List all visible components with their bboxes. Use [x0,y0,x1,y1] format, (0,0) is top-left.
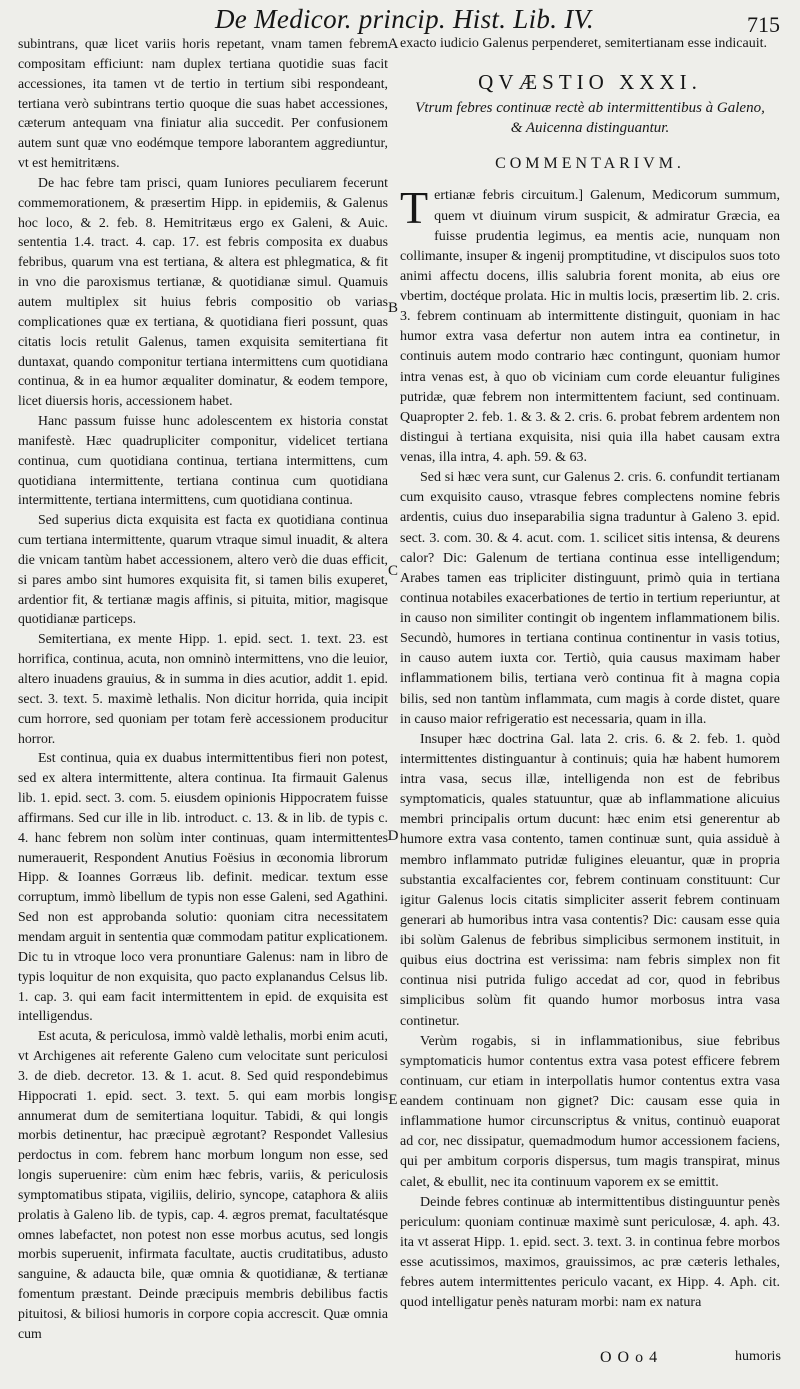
drop-cap: T [400,182,429,234]
margin-letter-b: B [387,300,398,316]
paragraph [400,182,780,468]
left-column [18,34,388,1344]
signature-mark: O O o 4 [600,1349,659,1366]
paragraph: Sed si hæc vera sunt, cur Galenus 2. cris. 6. confundit tertianam cum exquisito causo, vtrasque febres complectens nomine febris ardentis, cuius duo inseparabilia signa traduntur à Galeno 3. epid. sect. 3. com. 30. & 4. acut. com. 1. scilicet sitis intensa, & deurens calor? Dic: Galenum de tertiana continua esse intelligendum; Arabes tamen eas tripliciter distinguunt, primò quia in tertiana continua notabiles exacerbationes de tertio in tertium reperiuntur, at in causo non similiter contingit ob ingentem inflammationem bilis. Secundò, humores in tertiana continua continentur in vasis totius, in causo autem iuxta cor. Tertiò, quia causus maximam haber inflammationem bilis, tertiana verò continua fit à magna copia bilis, sed non tantùm inflammata, cum magis à corde distet, quare in causo maior refrigeratio est necessaria, quam in illa. [400,470,780,727]
paragraph: Est continua, quia ex duabus intermittentibus fieri non potest, sed ex altera intermittente, altera continua. Ita firmauit Galenus lib. 1. epid. sect. 3. com. 5. eiusdem opinionis Hippocratem fuisse affirmans. Sed cur ille in lib. introduct. c. 13. & in lib. de typis c. 4. hanc febrem non solùm inter continuas, quam intermittentes numerauerit, Respondent Anutius Foësius in œconomia librorum Hipp. & Ioannes Gorræus lib. definit. medicar. textum esse corruptum, immò libellum de typis non esse Galeni, sed Agathini. Sed non est approbanda solutio: quoniam citra necessitatem mendam arguit in sententia quæ commodam patitur explicationem. Dic tu in vtroque loco vera pronuntiare Galenus: nam in libro de typis loquitur de non exquisita, quo pacto explanandus Celsus lib. 1. cap. 3. qui eam facit intermittentem in epid. de exquisita est intelligendus. [18,750,388,1024]
page-number: 715 [747,12,780,37]
paragraph-text: ertianæ febris circuitum.] Galenum, Medicorum summum, quem vt diuinum virum suspicit, & admiratur Græcia, ea fuisse prudentia legimus, ea mentis acie, nunquam non collimante, insuper & ingenij promptitudine, vt discipulos suos toto animi affectu docens, illis salubria forent monita, ab eius ore vbertim, doctéque prolata. Hic in multis locis, præsertim lib. 2. cris. 3. febrem continuam ab intermittente distinguit, quoniam in hac humor extra vasa defertur non autem intra ea continetur, in continuis autem modo contrario hæc contingunt, quoniam humor intra venas est, à quo ob viciniam cum corde eleuantur fuligines putridæ, quæ febrem non intermittentem faciunt, sed continuam. Quapropter 2. feb. 1. & 3. & 2. cris. 6. probat febrem ardentem non distingui à tertiana exquisita, nisi quia illa habet causam extra venas, illa intra, 4. aph. 59. & 63. [400,188,780,465]
paragraph: Insuper hæc doctrina Gal. lata 2. cris. 6. & 2. feb. 1. quòd intermittentes distinguantur à continuis; quia hæ habent humorem intra vasa, secus illæ, intelligenda non est de febribus symptomaticis, quales statuuntur, quæ ab inflammatione alicuius membri principalis ortum ducunt: hæc enim etsi generentur ab humore extra vasa contento, tamen continuæ sunt, quia assiduè à membro inflammato putridæ fuligines eleuantur, quæ in propria substantia excalfacientes cor, febrem continuam constituunt: Cur igitur Galenus locis citatis simpliciter asserit febrem continuam generari ab humoribus intra vasa contentis? Dic: causam esse quia ibi solùm Galenus de febribus simplicibus sermonem instituit, in quibus eius doctrina est verissima: nam febris simplex non fit continua nisi putrida fuligo accedat ad cor, quod in febribus simplicibus solùm fit quando humor morbosus intra vasa continetur. [400,731,780,1029]
paragraph: subintrans, quæ licet variis horis repetant, vnam tamen febrem compositam efficiunt: nam duplex tertiana quotidie suas facit accessiones, ita tamen vt de tertio in tertium sibi respondeant, tertiana verò subintrans tertio quoque die suas habet accessiones, cæterum antequam vna finiatur alia succedit. Per confusionem autem sunt quæ vno eodémque tempore laborantem aggrediuntur, vt est hemitritæns. [18,36,388,171]
margin-letter-c: C [387,563,398,579]
margin-letter-e: E [388,1092,398,1108]
commentary-heading: COMMENTARIVM. [495,155,685,173]
question-subtitle: Vtrum febres continuæ rectè ab intermittentibus à Galeno, & Auicenna distinguantur. [415,100,765,137]
paragraph: Semitertiana, ex mente Hipp. 1. epid. sect. 1. text. 23. est horrifica, continua, acuta, non omninò intermittens, vno die leuior, altero inuadens grauius, & in summa in dies acutior, addit 1. epid. sect. 3. text. 5. maximè lethalis. Non dicitur horrida, quia incipit cum horrore, sed quoniam per totam ferè accessionem producitur horror. [18,631,388,746]
right-column [400,34,780,1313]
catchword: humoris [735,1349,781,1364]
running-title: De Medicor. princip. Hist. Lib. IV. [215,4,594,34]
paragraph: De hac febre tam prisci, quam Iuniores peculiarem fecerunt commemorationem, & præsertim Hipp. in epidemiis, & Galenus hoc loco, & 2. feb. 8. Hemitritæus ergo ex Galeni, & Auic. sententia 1.4. tract. 4. cap. 17. est febris composita ex duabus febribus, quarum vna est tertiana, & altera est phlegmatica, & fit in vno die paroxismus tertianæ, & quotidianæ simul. Quamuis autem multiplex sit huius febris compositio ob varias complicationes quæ ex tertiana, & quotidiana fieri possunt, quas citatis locis retulit Galenus, tamen exquisita semitertiana fit duntaxat, quando componitur tertiana intermittens cum quotidiana continua, & in ea humor æqualiter dominatur, & eodem tempore, licet diuersis horis, accessionem habet. [18,174,388,409]
paragraph: Hanc passum fuisse hunc adolescentem ex historia constat manifestè. Hæc quadrupliciter componitur, videlicet tertiana continua, cum quotidiana continua, tertiana intermittens, cum quotidiana intermittente, tertiana continua cum quotidiana intermittente, tertiana intermittens, cum quotidiana continua. [18,413,388,508]
running-head [0,4,800,38]
paragraph: Sed superius dicta exquisita est facta ex quotidiana continua cum tertiana intermittente, quarum vtraque simul inuadit, & altera die vnicam tantùm habet accessionem, altero verò die duas efficit, si pares ambo sint humores exquisita fit, si tamen bilis exuperet, ardentior fit, & tertianæ magis affinis, si pituita, mitior, magisque quotidianæ particeps. [18,512,388,627]
carryover-text: exacto iudicio Galenus perpenderet, semitertianam esse indicauit. [400,36,767,51]
margin-letter-d: D [387,828,399,844]
margin-letter-a: A [387,36,399,52]
paragraph: Deinde febres continuæ ab intermittentibus distinguuntur penès periculum: quoniam continuæ maximè sunt periculosæ, 4. aph. 43. ita vt asserat Hipp. 1. epid. sect. 3. text. 3. in continua febre morbos esse acutissimos, maximos, grauissimos, ac præ cæteris lethales, febres autem intermittentes periculo vacant, ex Hipp. 4. Aph. cit. quod intelligatur penès naturam morbi: nam ex natura [400,1194,780,1311]
paragraph: Verùm rogabis, si in inflammationibus, siue febribus symptomaticis humor contentus extra vasa potest efficere febrem continuam, cur etiam in interpollatis humor contentus extra vasa eandem continuam non gignet? Dic: causam esse quia in inflammatione humor circunscriptus & vnitus, continuò euaporat ad cor, nec dissipatur, quemadmodum humor accessionem faciens, qui per ambitum corporis dispersus, tum magis transpirat, minus calet, & ebullit, nec ita continuum vaporem ex se emittit. [400,1033,780,1190]
paragraph: Est acuta, & periculosa, immò valdè lethalis, morbi enim acuti, vt Archigenes ait referente Galeno cum velocitate sunt periculosi 3. de dieb. decretor. 13. & 1. acut. 8. Sed quid respondebimus Hippocrati 1. epid. sect. 3. text. 5. qui eam morbis longis annumerat dum de semitertiana loquitur. Tabidi, & qui longis morbis detinentur, hac præcipuè ægrotant? Respondet Vallesius perdoctus in com. febrem hanc morbum longum non esse, sed longis superuenire: cùm enim hæc febris, variis, & periculosis symptomatibus stipata, vigiliis, delirio, syncope, cataphora & aliis prolatis à Galeno lib. de typis, cap. 4. ægros premat, facultatésque omnes labefactet, non potest non esse morbus acutus, sed longis morbis superuenit, infirmata facultate, auctis cruditatibus, adusto sanguine, & adaucta bile, quæ omnia & quotidianæ, & tertianæ fomentum præstant. Deinde præcipuis membris debilibus factis pituitosi, & biliosi humoris in corpore copia accrescit. Quæ omnia cum [18,1028,388,1341]
question-heading: QVÆSTIO XXXI. [478,70,702,95]
